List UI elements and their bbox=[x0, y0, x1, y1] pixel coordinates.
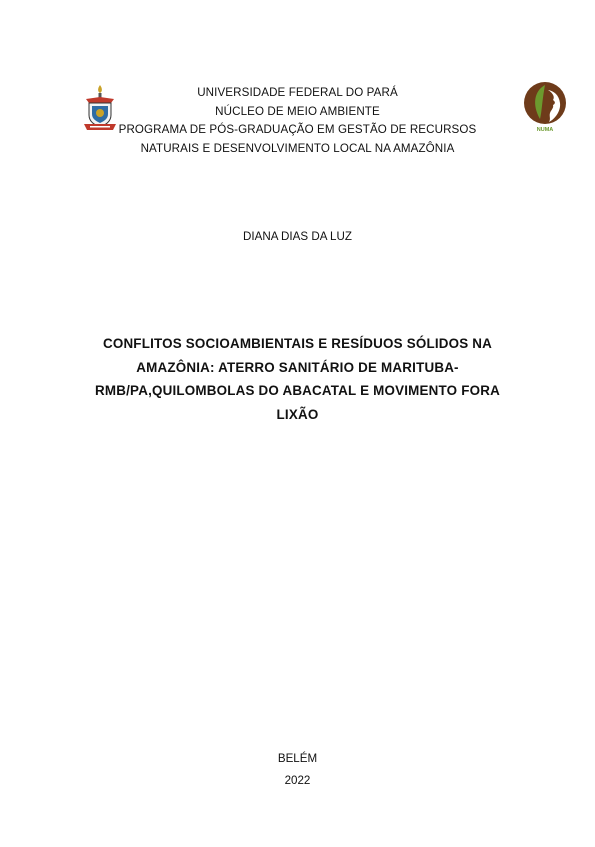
author-name: DIANA DIAS DA LUZ bbox=[243, 230, 352, 243]
program-name-line-2: NATURAIS E DESENVOLVIMENTO LOCAL NA AMAZÔNIA bbox=[140, 141, 455, 155]
year: 2022 bbox=[284, 774, 311, 787]
city: BELÉM bbox=[277, 752, 318, 765]
title-line-4: LIXÃO bbox=[276, 406, 319, 422]
center-name: NÚCLEO DE MEIO AMBIENTE bbox=[215, 104, 380, 118]
footer bbox=[0, 748, 595, 792]
thesis-title bbox=[40, 332, 555, 426]
numa-logo-text: NUMA bbox=[536, 127, 554, 133]
institution-header bbox=[0, 84, 595, 158]
title-line-3: RMB/PA,QUILOMBOLAS DO ABACATAL E MOVIMENTO FORA bbox=[95, 383, 500, 398]
title-line-1: CONFLITOS SOCIOAMBIENTAIS E RESÍDUOS SÓLIDOS NA bbox=[102, 336, 493, 351]
program-name-line-1: PROGRAMA DE PÓS-GRADUAÇÃO EM GESTÃO DE RECURSOS bbox=[118, 123, 477, 136]
university-name: UNIVERSIDADE FEDERAL DO PARÁ bbox=[197, 86, 398, 99]
title-line-2: AMAZÔNIA: ATERRO SANITÁRIO DE MARITUBA- bbox=[136, 359, 459, 375]
